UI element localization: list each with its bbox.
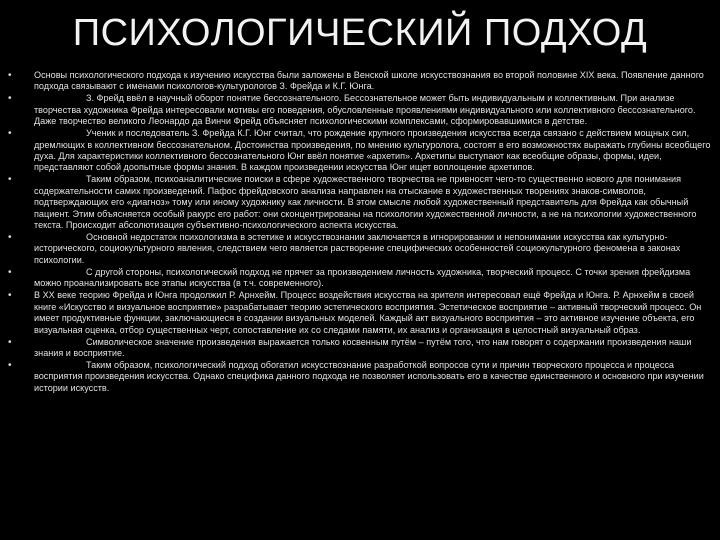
bullet-item: [8, 337, 712, 360]
bullet-icon: •: [8, 93, 12, 105]
bullet-icon: •: [8, 70, 12, 81]
paragraph-text: Основной недостаток психологизма в эстетике и искусствознании заключается в игнорировании и непонимании искусства как культурно-исторического, социокультурного явления, следствием чего является растворение специфических особенностей социокультурного феномена в законах психологии.: [34, 232, 681, 265]
bullet-icon: •: [8, 266, 12, 278]
bullet-item: [8, 174, 712, 231]
bullet-icon: •: [8, 359, 12, 371]
bullet-item: [8, 70, 712, 93]
bullet-item: [8, 93, 712, 127]
paragraph-text: Ученик и последователь З. Фрейда К.Г. Юнг считал, что рождение крупного произведения искусства всегда связано с действием мощных сил, дремлющих в коллективном бессознательном. Достоинства произведения, по мнению культуролога, состоят в его возможностях выражать глубины всеобщего духа. Для характеристики коллективного бессознательного Юнг ввёл понятие «архетип». Архетипы выступают как всеобщие образы, формы, идеи, представляют собой доопытные формы знания. В каждом произведении искусства Юнг ищет воплощение архетипов.: [34, 128, 711, 173]
bullet-item: [8, 128, 712, 174]
bullet-icon: •: [8, 290, 12, 302]
bullet-list: [8, 70, 712, 395]
paragraph-text: Символическое значение произведения выражается только косвенным путём – путём того, что нам говорят о содержании произведения наши знания и восприятие.: [34, 336, 692, 358]
bullet-icon: •: [8, 128, 12, 140]
paragraph-text: Таким образом, психологический подход обогатил искусствознание разработкой вопросов сути и причин творческого процесса и процесса восприятия произведения искусства. Однако специфика данного подхода не позволяет использовать его в качестве единственного и основного при изучении истории искусств.: [34, 359, 704, 393]
bullet-icon: •: [8, 336, 12, 348]
paragraph-text: З. Фрейд ввёл в научный оборот понятие бессознательного. Бессознательное может быть индивидуальным и коллективным. При анализе творчества художника Фрейда интересовали мотивы его поведения, обусловленные проявлениями индивидуального или коллективного бессознательного. Даже творчество великого Леонардо да Винчи Фрейд объясняет психологическими комплексами, сформировавшимися в детстве.: [34, 93, 696, 127]
bullet-item: [8, 267, 712, 290]
bullet-item: [8, 360, 712, 394]
bullet-icon: •: [8, 232, 12, 244]
paragraph-text: Основы психологического подхода к изучению искусства были заложены в Венской школе искусствознания во второй половине XIX века. Появление данного подхода связывают с именами психологов-культурологов З. Фрейда и К.Г. Юнга.: [34, 70, 704, 92]
paragraph-text: Таким образом, психоаналитические поиски в сфере художественного творчества не привносят чего-то существенно нового для понимания содержательности самих произведений. Пафос фрейдовского анализа направлен на отыскание в художественных творениях знаков-символов, подтверждающих его «диагноз» тому или иному художнику как личности. В этом смысле любой художественный представитель для Фрейда как обычный пациент. Этим объясняется особый ракурс его работ: они сконцентрированы на психологии художественной личности, а не на психологии художественного текста. Происходит абсолютизация субъективно-психологического аспекта искусства.: [34, 174, 697, 231]
bullet-icon: •: [8, 174, 12, 186]
bullet-item: [8, 290, 712, 336]
slide-title: ПСИХОЛОГИЧЕСКИЙ ПОДХОД: [72, 12, 648, 54]
bullet-item: [8, 232, 712, 266]
paragraph-text: В XX веке теорию Фрейда и Юнга продолжил Р. Арнхейм. Процесс воздействия искусства на зрителя интересовал ещё Фрейда и Юнга. Р. Арнхейм в своей книге «Искусство и визуальное восприятие» разрабатывает теорию эстетического восприятия. Эстетическое восприятие – активный творческий процесс. Он имеет продуктивные функции, заключающиеся в создании визуальных моделей. Каждый акт визуального восприятия – это активное изучение объекта, его визуальная оценка, отбор существенных черт, сопоставление их со следами памяти, их анализ и организация в целостный визуальный образ.: [34, 290, 702, 335]
paragraph-text: С другой стороны, психологический подход не прячет за произведением личность художника, творческий процесс. С точки зрения фрейдизма можно проанализировать все этапы искусства (в т.ч. современного).: [34, 266, 691, 289]
